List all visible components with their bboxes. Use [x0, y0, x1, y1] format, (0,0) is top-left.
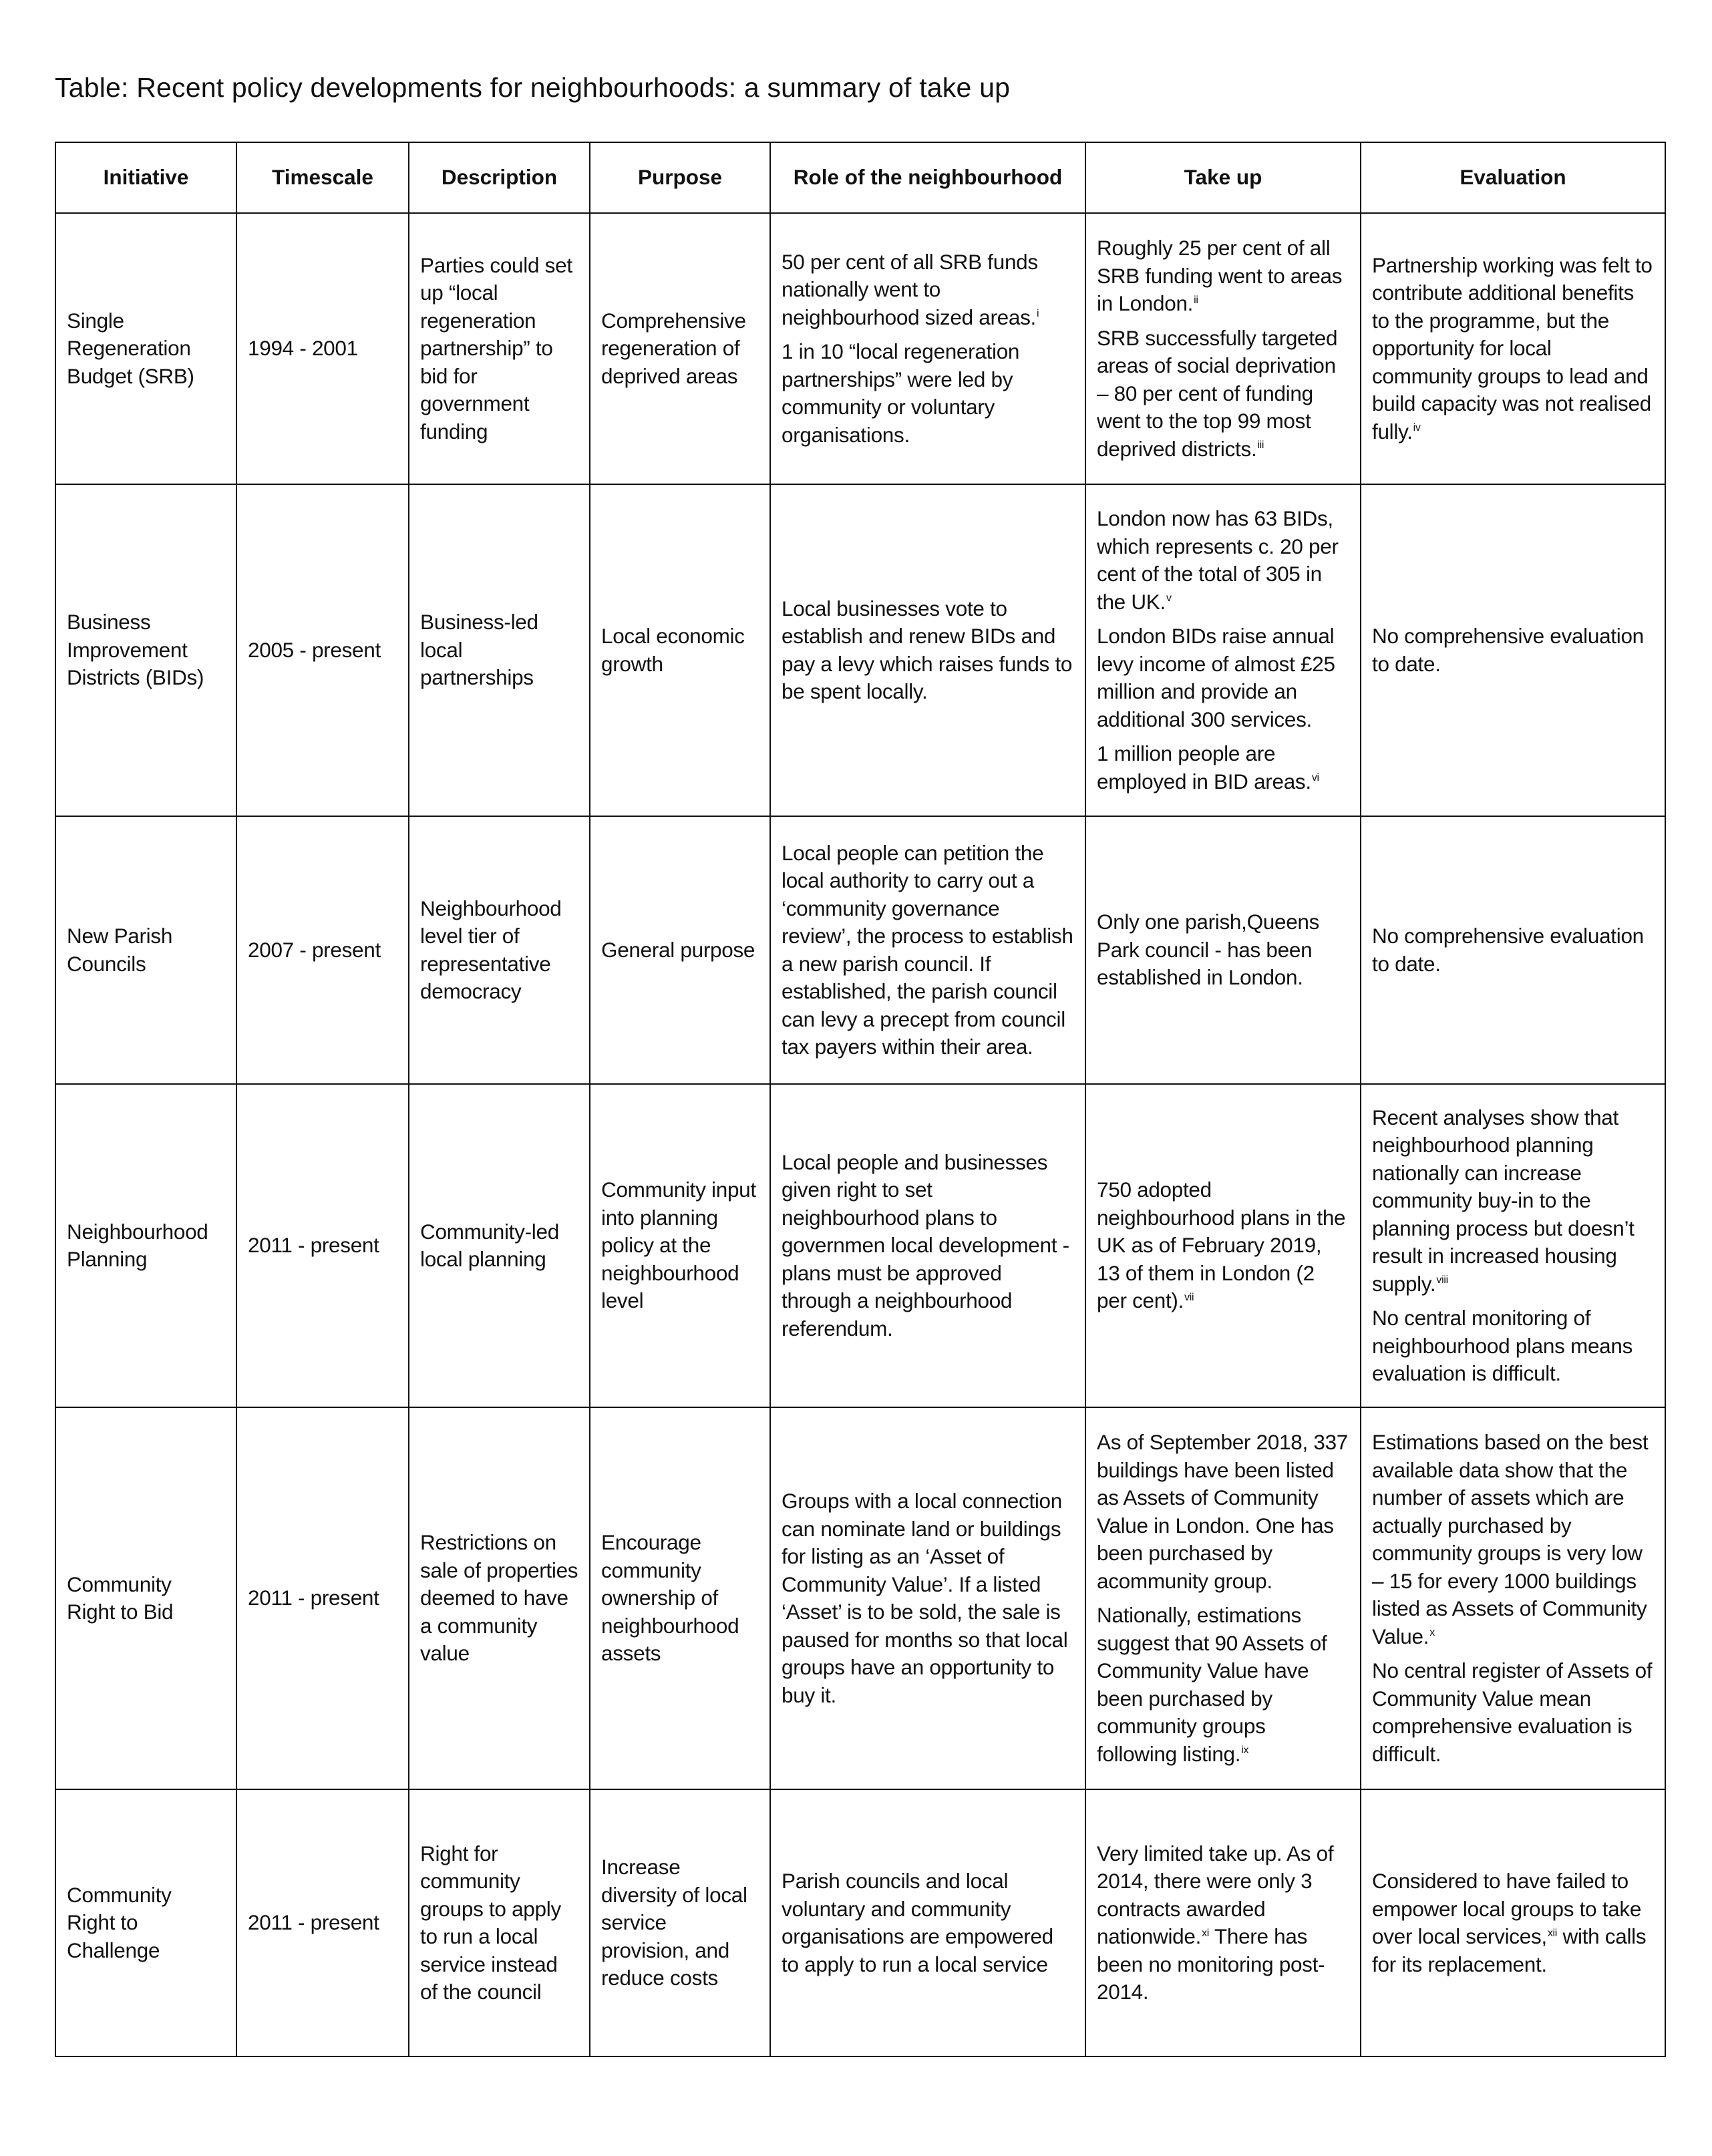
cell-description: Restrictions on sale of properties deemed to have a community value [409, 1407, 590, 1789]
table-row [55, 1789, 1665, 2056]
cell-description: Parties could set up “local regeneration partnership” to bid for government funding [409, 213, 590, 484]
cell-paragraph: No comprehensive evaluation to date. [1372, 924, 1644, 976]
cell-paragraph: 750 adopted neighbourhood plans in the UK as of February 2019, 13 of them in London (2 per cent).$^{vii}$ [1097, 1178, 1346, 1313]
table-row [55, 816, 1665, 1084]
cell-initiative: New Parish Councils [55, 816, 236, 1084]
cell-initiative: Single Regeneration Budget (SRB) [55, 213, 236, 484]
table-row [55, 484, 1665, 816]
cell-timescale: 2005 - present [236, 484, 409, 816]
cell-paragraph: As of September 2018, 337 buildings have been listed as Assets of Community Value in London. One has been purchased by acommunity group. [1097, 1430, 1349, 1593]
column-header-take-up: Take up [1085, 142, 1361, 213]
cell-evaluation [1361, 1789, 1665, 2056]
cell-purpose: Increase diversity of local service provision, and reduce costs [590, 1789, 770, 2056]
cell-paragraph: No central register of Assets of Community Value mean comprehensive evaluation is difficult. [1372, 1658, 1653, 1766]
cell-paragraph: Partnership working was felt to contribute additional benefits to the programme, but the opportunity for local community groups to lead and build capacity was not realised fully.$^{iv}$ [1372, 252, 1653, 443]
cell-paragraph: Considered to have failed to empower local groups to take over local services,$^{xii}$ with calls for its replacement. [1372, 1869, 1647, 1976]
footnote-marker: i [1036, 308, 1039, 320]
cell-evaluation [1361, 213, 1665, 484]
cell-role [770, 816, 1085, 1084]
footnote-marker: v [1166, 592, 1172, 604]
cell-take-up [1085, 816, 1361, 1084]
cell-timescale: 1994 - 2001 [236, 213, 409, 484]
cell-paragraph: Very limited take up. As of 2014, there were only 3 contracts awarded nationwide.$^{xi}$ There has been no monitoring post-2014. [1097, 1841, 1334, 2004]
page-title: Table: Recent policy developments for neighbourhoods: a summary of take up [55, 72, 1011, 103]
cell-paragraph: London BIDs raise annual levy income of almost £25 million and provide an additional 300 services. [1097, 624, 1335, 731]
cell-paragraph: Estimations based on the best available data show that the number of assets which are actually purchased by community groups is very low – 15 for every 1000 buildings listed as Assets of Community Value.$^x$ [1372, 1430, 1649, 1648]
cell-purpose: Local economic growth [590, 484, 770, 816]
footnote-marker: viii [1436, 1274, 1448, 1286]
cell-timescale: 2011 - present [236, 1789, 409, 2056]
footnote-marker: vi [1311, 772, 1319, 783]
cell-role [770, 484, 1085, 816]
cell-take-up [1085, 1407, 1361, 1789]
cell-paragraph: 1 in 10 “local regeneration partnerships” were led by community or voluntary organisations. [782, 339, 1020, 447]
cell-role [770, 213, 1085, 484]
footnote-marker: xi [1202, 1927, 1210, 1939]
cell-description: Community-led local planning [409, 1084, 590, 1407]
cell-purpose: General purpose [590, 816, 770, 1084]
cell-paragraph: Recent analyses show that neighbourhood planning nationally can increase community buy-in to the planning process but doesn’t result in increased housing supply.$^{viii}$ [1372, 1105, 1635, 1296]
footnote-marker: iv [1413, 422, 1421, 434]
cell-description: Neighbourhood level tier of representative democracy [409, 816, 590, 1084]
cell-evaluation [1361, 816, 1665, 1084]
cell-role [770, 1789, 1085, 2056]
cell-paragraph: Roughly 25 per cent of all SRB funding went to areas in London.$^{ii}$ [1097, 236, 1343, 315]
cell-role [770, 1407, 1085, 1789]
cell-description: Business-led local partnerships [409, 484, 590, 816]
column-header-evaluation: Evaluation [1361, 142, 1665, 213]
cell-paragraph: Groups with a local connection can nominate land or buildings for listing as an ‘Asset of Community Value’. If a listed ‘Asset’ is to be sold, the sale is paused for months so that local groups have an opportunity to buy it. [782, 1489, 1068, 1707]
table-row [55, 1407, 1665, 1789]
footnote-marker: x [1429, 1627, 1435, 1638]
cell-paragraph: Local people and businesses given right to set neighbourhood plans to governmen local development - plans must be approved through a neighbourhood referendum. [782, 1149, 1069, 1340]
cell-evaluation [1361, 1084, 1665, 1407]
footnote-marker: vii [1184, 1291, 1194, 1303]
column-header-purpose: Purpose [590, 142, 770, 213]
cell-paragraph: Local people can petition the local authority to carry out a ‘community governance review’, the process to establish a new parish council. If established, the parish council can levy a precept from council tax payers within their area. [782, 840, 1073, 1059]
cell-initiative: Business Improvement Districts (BIDs) [55, 484, 236, 816]
cell-purpose: Comprehensive regeneration of deprived areas [590, 213, 770, 484]
cell-timescale: 2011 - present [236, 1084, 409, 1407]
header-row [55, 142, 1665, 213]
cell-paragraph: London now has 63 BIDs, which represents c. 20 per cent of the total of 305 in the UK.$^v$ [1097, 506, 1339, 614]
cell-paragraph: 1 million people are employed in BID areas.$^{vi}$ [1097, 741, 1319, 793]
cell-timescale: 2011 - present [236, 1407, 409, 1789]
table-row [55, 1084, 1665, 1407]
policy-table [55, 142, 1666, 2057]
column-header-initiative: Initiative [55, 142, 236, 213]
cell-description: Right for community groups to apply to run a local service instead of the council [409, 1789, 590, 2056]
cell-timescale: 2007 - present [236, 816, 409, 1084]
cell-purpose: Community input into planning policy at the neighbourhood level [590, 1084, 770, 1407]
cell-role [770, 1084, 1085, 1407]
cell-initiative: Neighbourhood Planning [55, 1084, 236, 1407]
cell-paragraph: No central monitoring of neighbourhood plans means evaluation is difficult. [1372, 1306, 1633, 1385]
cell-take-up [1085, 1084, 1361, 1407]
footnote-marker: xii [1547, 1927, 1558, 1939]
footnote-marker: iii [1257, 439, 1264, 451]
footnote-marker: ix [1241, 1745, 1249, 1756]
table-row [55, 213, 1665, 484]
cell-initiative: Community Right to Bid [55, 1407, 236, 1789]
cell-paragraph: SRB successfully targeted areas of social deprivation – 80 per cent of funding went to the top 99 most deprived districts.$^{iii}$ [1097, 325, 1338, 461]
cell-take-up [1085, 484, 1361, 816]
cell-purpose: Encourage community ownership of neighbourhood assets [590, 1407, 770, 1789]
column-header-timescale: Timescale [236, 142, 409, 213]
cell-paragraph: Local businesses vote to establish and renew BIDs and pay a levy which raises funds to be spent locally. [782, 596, 1073, 703]
cell-take-up [1085, 1789, 1361, 2056]
column-header-role: Role of the neighbourhood [770, 142, 1085, 213]
footnote-marker: ii [1194, 294, 1198, 306]
cell-paragraph: Nationally, estimations suggest that 90 Assets of Community Value have been purchased by community groups following listing.$^{ix}$ [1097, 1603, 1327, 1766]
cell-paragraph: Parish councils and local voluntary and community organisations are empowered to apply to run a local service [782, 1869, 1053, 1976]
cell-evaluation [1361, 1407, 1665, 1789]
cell-paragraph: Only one parish,Queens Park council - has been established in London. [1097, 910, 1320, 990]
cell-evaluation [1361, 484, 1665, 816]
cell-take-up [1085, 213, 1361, 484]
column-header-description: Description [409, 142, 590, 213]
cell-paragraph: 50 per cent of all SRB funds nationally went to neighbourhood sized areas.$^i$ [782, 249, 1039, 329]
cell-paragraph: No comprehensive evaluation to date. [1372, 624, 1644, 676]
cell-initiative: Community Right to Challenge [55, 1789, 236, 2056]
